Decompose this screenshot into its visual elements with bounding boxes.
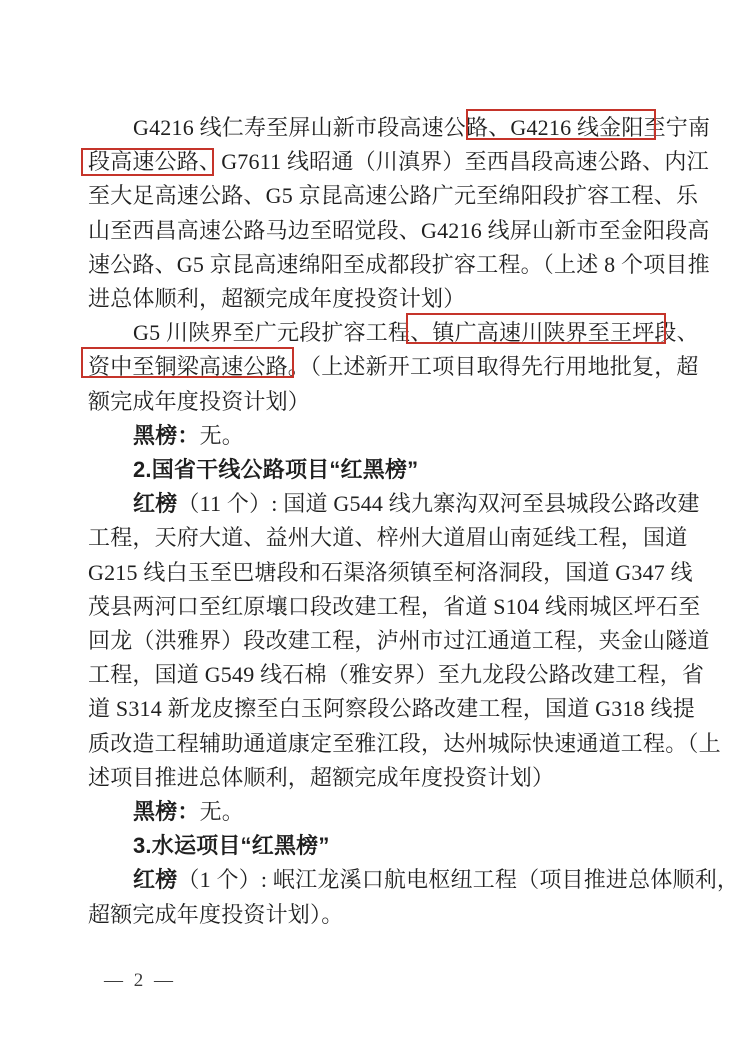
body-text: 段高速公路、G7611 线昭通（川滇界）至西昌段高速公路、内江 (88, 149, 709, 174)
body-text: 质改造工程辅助通道康定至雅江段，达州城际快速通道工程。（上 (88, 731, 721, 756)
document-line (88, 183, 698, 209)
document-line (88, 389, 310, 415)
document-line (88, 560, 693, 586)
body-text: 超额完成年度投资计划）。 (88, 902, 344, 927)
body-text: 述项目推进总体顺利，超额完成年度投资计划） (88, 765, 555, 790)
document-line (88, 252, 710, 278)
body-text: 速公路、G5 京昆高速绵阳至成都段扩容工程。（上述 8 个项目推 (88, 252, 710, 277)
document-line (133, 491, 700, 517)
body-text: 工程，国道 G549 线石棉（雅安界）至九龙段公路改建工程，省 (88, 662, 705, 687)
body-text: 资中至铜梁高速公路。（上述新开工项目取得先行用地批复，超 (88, 354, 699, 379)
body-text: 无。 (199, 423, 245, 448)
document-line (88, 354, 699, 380)
body-text: G215 线白玉至巴塘段和石渠洛须镇至柯洛洞段，国道 G347 线 (88, 560, 693, 585)
body-text: 回龙（洪雅界）段改建工程，泸州市过江通道工程，夹金山隧道 (88, 628, 710, 653)
emphasis-text: 红榜 (133, 867, 178, 892)
emphasis-text: 2.国省干线公路项目“红黑榜” (133, 457, 419, 482)
page-number: — 2 — (104, 970, 176, 991)
document-line (133, 833, 330, 859)
body-text: 道 S314 新龙皮擦至白玉阿察段公路改建工程，国道 G318 线提 (88, 696, 695, 721)
body-text: 茂县两河口至红原壤口段改建工程，省道 S104 线雨城区坪石至 (88, 594, 701, 619)
document-line (88, 902, 343, 928)
document-line (88, 696, 695, 722)
emphasis-text: 黑榜： (133, 799, 200, 824)
emphasis-text: 黑榜： (133, 423, 200, 448)
body-text: G4216 线仁寿至屏山新市段高速公路、G4216 线金阳至宁南 (133, 115, 711, 140)
document-line (88, 286, 465, 312)
emphasis-text: 红榜 (133, 491, 178, 516)
document-line (133, 115, 710, 141)
document-line (88, 662, 704, 688)
body-text: 额完成年度投资计划） (88, 389, 311, 414)
body-text: 至大足高速公路、G5 京昆高速公路广元至绵阳段扩容工程、乐 (88, 183, 699, 208)
document-line (133, 799, 244, 825)
document-line (133, 320, 699, 346)
document-line (88, 594, 700, 620)
document-line (88, 731, 721, 757)
body-text: 工程，天府大道、益州大道、梓州大道眉山南延线工程，国道 (88, 525, 688, 550)
document-line (133, 423, 244, 449)
body-text: 无。 (199, 799, 245, 824)
document-line (133, 457, 418, 483)
document-line (88, 525, 687, 551)
body-text: G5 川陕界至广元段扩容工程、镇广高速川陕界至王坪段、 (133, 320, 699, 345)
body-text: 进总体顺利，超额完成年度投资计划） (88, 286, 466, 311)
document-line (88, 149, 709, 175)
body-text: （1 个）: 岷江龙溪口航电枢纽工程（项目推进总体顺利， (177, 867, 740, 892)
document-line (88, 628, 710, 654)
emphasis-text: 3.水运项目“红黑榜” (133, 833, 330, 858)
body-text: 山至西昌高速公路马边至昭觉段、G4216 线屏山新市至金阳段高 (88, 218, 710, 243)
document-line (133, 867, 739, 893)
document-line (88, 218, 710, 244)
document-line (88, 765, 554, 791)
body-text: （11 个）: 国道 G544 线九寨沟双河至县城段公路改建 (177, 491, 700, 516)
